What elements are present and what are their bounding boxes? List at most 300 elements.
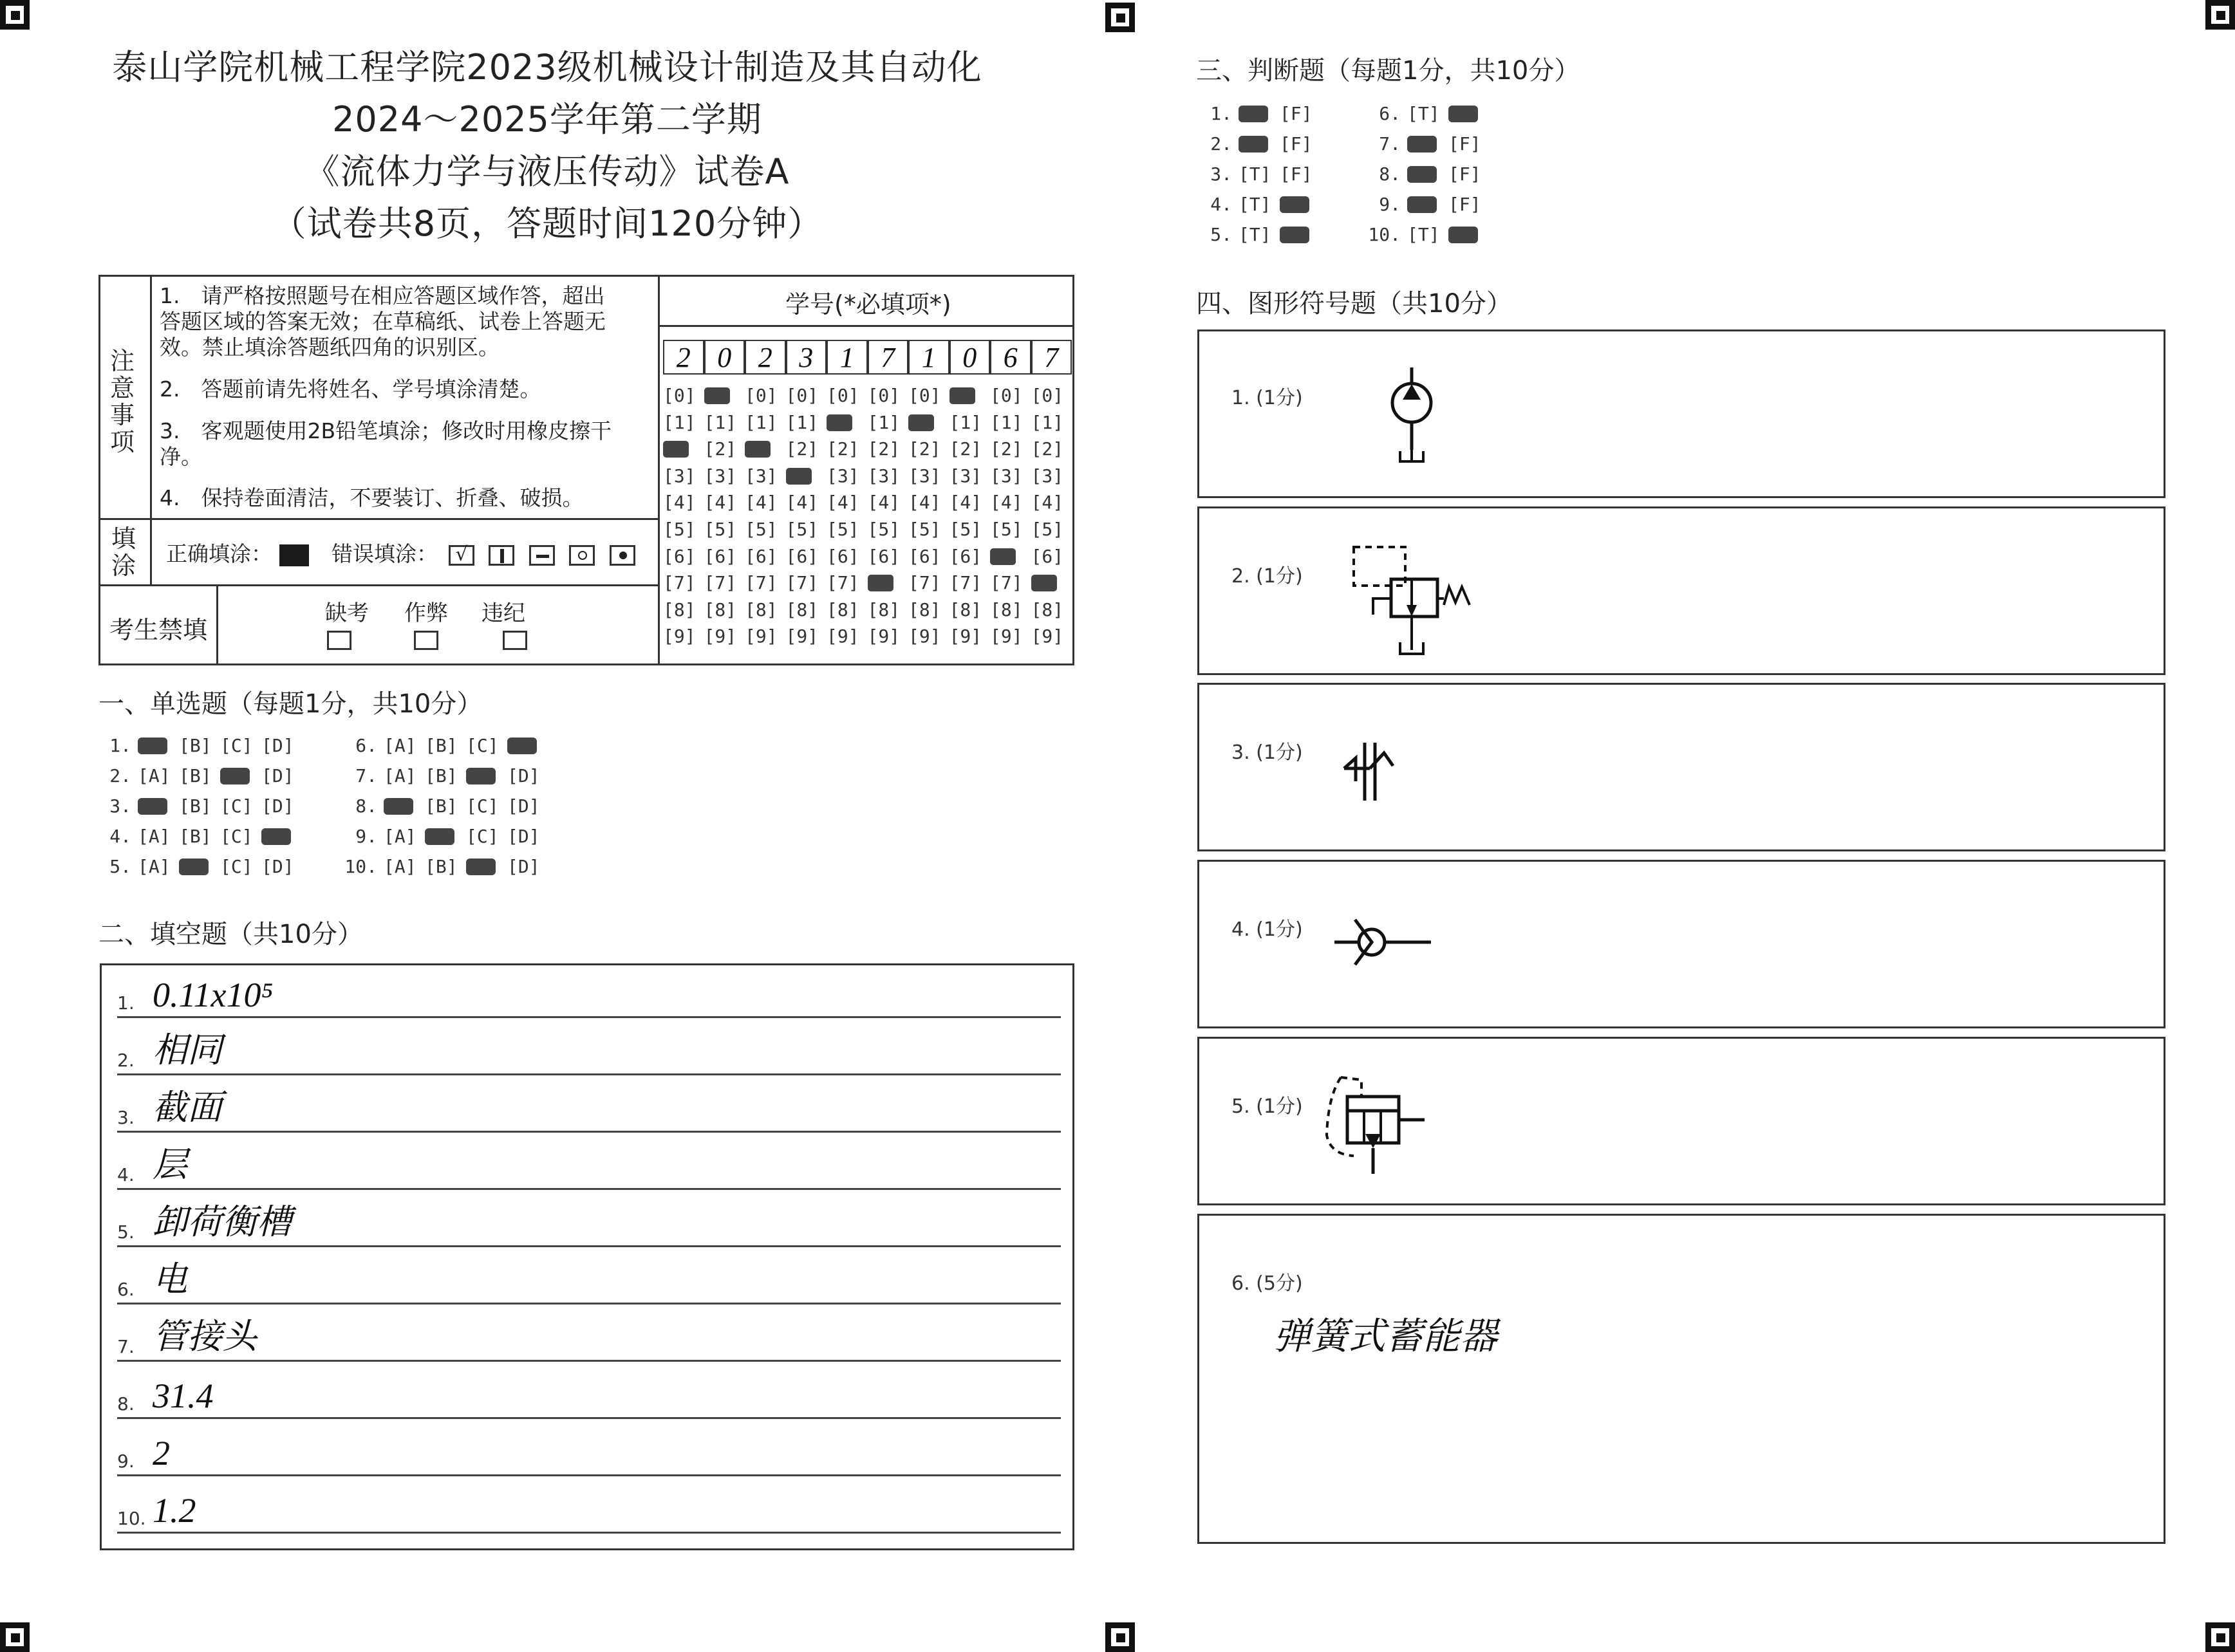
student-id-bubble-row: [663, 465, 1072, 487]
student-id-bubble[interactable]: [3]: [663, 465, 696, 487]
student-id-digit: 6: [990, 340, 1031, 375]
single-choice-option[interactable]: [A]: [384, 735, 416, 756]
single-choice-row: [341, 826, 548, 847]
true-false-option[interactable]: [1239, 103, 1280, 124]
relief-valve-symbol-icon: [1302, 1058, 1437, 1187]
student-id-bubble[interactable]: [7]: [908, 572, 941, 594]
symbol-question-2-label: 2. (1分): [1231, 565, 1303, 588]
fill-blank-answer: 1.2: [153, 1491, 196, 1530]
filled-square-icon: [279, 544, 309, 566]
true-false-option[interactable]: [1280, 224, 1321, 245]
single-choice-option[interactable]: [261, 826, 303, 847]
fill-blank-answer: 卸荷衡槽: [153, 1203, 292, 1241]
single-choice-option[interactable]: [D]: [507, 795, 540, 817]
student-id-bubble-row: [663, 599, 1072, 620]
student-id-bubble[interactable]: [1]: [785, 411, 819, 433]
true-false-option[interactable]: [T]: [1239, 224, 1271, 245]
check-valve-symbol-icon: [1328, 907, 1437, 978]
student-id-digit: 1: [827, 340, 868, 375]
fill-blank-line: [117, 961, 1061, 1018]
corner-marker-bottom-center: [1105, 1622, 1135, 1652]
forbidden-heading: 考生禁填: [109, 616, 208, 644]
single-choice-option[interactable]: [C]: [466, 826, 499, 847]
single-choice-option[interactable]: [C]: [220, 735, 253, 756]
student-id-bubble[interactable]: [4]: [745, 492, 778, 514]
fill-blank-number: 10.: [117, 1508, 146, 1529]
student-id-bubble-row: [663, 412, 1072, 433]
true-false-number: 10.: [1368, 224, 1401, 245]
student-id-bubble[interactable]: [2]: [704, 438, 737, 460]
circle-icon: [569, 545, 595, 566]
fill-blank-title: 二、填空题（共10分）: [98, 920, 363, 949]
student-id-bubble-row: [663, 385, 1072, 406]
single-choice-option[interactable]: [A]: [384, 826, 416, 847]
single-choice-option[interactable]: [B]: [179, 795, 212, 817]
student-id-bubble[interactable]: [6]: [949, 545, 982, 567]
single-choice-option[interactable]: [C]: [466, 795, 499, 817]
single-choice-number: 7.: [355, 765, 377, 786]
fill-blank-line: [117, 1420, 1061, 1476]
pump-symbol-icon: [1379, 355, 1450, 470]
exam-title-line1: 泰山学院机械工程学院2023级机械设计制造及其自动化: [112, 47, 982, 88]
student-id-bubble[interactable]: [3]: [908, 465, 941, 487]
single-choice-option[interactable]: [A]: [384, 856, 416, 877]
student-id-bubble[interactable]: [4]: [908, 492, 941, 514]
divider-notice-col: [150, 275, 152, 519]
valve-symbol-icon: [1347, 541, 1482, 663]
single-choice-title: 一、单选题（每题1分，共10分）: [98, 689, 483, 719]
student-id-bubble[interactable]: [827, 412, 868, 433]
single-choice-row: [95, 856, 303, 877]
student-id-bubble[interactable]: [3]: [827, 465, 859, 487]
true-false-number: 2.: [1210, 133, 1232, 154]
student-id-heading: 学号(*必填项*): [785, 290, 951, 319]
single-choice-option[interactable]: [D]: [507, 856, 540, 877]
true-false-number: 5.: [1210, 224, 1232, 245]
student-id-bubble[interactable]: [1]: [949, 411, 982, 433]
single-choice-row: [95, 826, 303, 847]
true-false-option[interactable]: [F]: [1280, 103, 1313, 124]
single-choice-row: [95, 765, 303, 786]
fill-blank-number: 9.: [117, 1451, 135, 1472]
student-id-bubble[interactable]: [2]: [867, 438, 901, 460]
student-id-bubble[interactable]: [2]: [785, 438, 819, 460]
student-id-bubble[interactable]: [0]: [990, 385, 1023, 406]
student-id-bubble[interactable]: [5]: [745, 519, 778, 540]
horizontal-bar-icon: [529, 545, 555, 566]
exam-title-line3: 《流体力学与液压传动》试卷A: [304, 151, 790, 192]
true-false-number: 7.: [1379, 133, 1401, 154]
single-choice-option[interactable]: [C]: [466, 735, 499, 756]
fill-blank-number: 5.: [117, 1221, 135, 1243]
student-id-bubble[interactable]: [0]: [827, 385, 859, 406]
single-choice-option[interactable]: [384, 795, 425, 817]
fill-blank-answer: 31.4: [153, 1377, 214, 1415]
true-false-row: [1196, 194, 1321, 215]
student-id-bubble[interactable]: [9]: [908, 626, 941, 647]
single-choice-number: 6.: [355, 735, 377, 756]
student-id-bubble[interactable]: [6]: [704, 545, 737, 567]
student-id-bubble[interactable]: [7]: [785, 572, 819, 594]
true-false-option[interactable]: [1280, 194, 1321, 215]
single-choice-option[interactable]: [179, 856, 220, 877]
single-choice-option[interactable]: [C]: [220, 795, 253, 817]
student-id-bubble[interactable]: [4]: [704, 492, 737, 514]
corner-marker-top-left: [0, 0, 30, 30]
dot-icon: [610, 545, 635, 566]
student-id-bubble[interactable]: [5]: [867, 519, 901, 540]
student-id-bubble[interactable]: [6]: [827, 545, 859, 567]
single-choice-option[interactable]: [A]: [384, 765, 416, 786]
single-choice-row: [341, 735, 548, 756]
true-false-option[interactable]: [T]: [1407, 103, 1440, 124]
student-id-bubble-row: [663, 572, 1072, 593]
student-id-bubble[interactable]: [0]: [1031, 385, 1064, 406]
single-choice-option[interactable]: [220, 765, 261, 786]
student-id-bubble[interactable]: [6]: [1031, 545, 1064, 567]
fill-blank-answer: 相同: [153, 1031, 222, 1070]
symbol-question-1-label: 1. (1分): [1231, 387, 1303, 409]
student-id-bubble[interactable]: [9]: [827, 626, 859, 647]
single-choice-number: 5.: [109, 856, 131, 877]
student-id-bubble[interactable]: [8]: [704, 599, 737, 620]
fill-blank-line: [117, 1191, 1061, 1247]
fill-blank-number: 6.: [117, 1279, 135, 1300]
student-id-bubble[interactable]: [6]: [908, 545, 941, 567]
fill-heading: 填涂: [111, 524, 136, 580]
true-false-option[interactable]: [1448, 103, 1490, 124]
divider-forbidden-col: [216, 584, 218, 665]
student-id-bubble[interactable]: [6]: [745, 545, 778, 567]
true-false-row: [1196, 163, 1321, 185]
student-id-bubble[interactable]: [7]: [949, 572, 982, 594]
single-choice-option[interactable]: [A]: [138, 856, 171, 877]
student-id-bubble[interactable]: [4]: [867, 492, 901, 514]
student-id-bubble[interactable]: [8]: [785, 599, 819, 620]
divider-fill-row: [98, 518, 659, 520]
student-id-bubble[interactable]: [3]: [867, 465, 901, 487]
student-id-bubble[interactable]: [5]: [949, 519, 982, 540]
true-false-row: [1196, 133, 1321, 154]
single-choice-option[interactable]: [D]: [261, 795, 294, 817]
true-false-row: [1365, 133, 1490, 154]
symbol-question-4: [1197, 860, 2165, 1028]
fill-blank-line: [117, 1019, 1061, 1075]
forbidden-violation-checkbox[interactable]: [503, 631, 527, 650]
single-choice-option[interactable]: [425, 826, 466, 847]
single-choice-option[interactable]: [138, 795, 179, 817]
student-id-bubble[interactable]: [4]: [827, 492, 859, 514]
student-id-bubble[interactable]: [8]: [908, 599, 941, 620]
student-id-bubble[interactable]: [1]: [867, 411, 901, 433]
student-id-bubble[interactable]: [0]: [867, 385, 901, 406]
true-false-option[interactable]: [1407, 163, 1448, 185]
true-false-option[interactable]: [T]: [1239, 194, 1271, 215]
student-id-bubble[interactable]: [1031, 572, 1072, 593]
student-id-bubble[interactable]: [8]: [745, 599, 778, 620]
true-false-number: 4.: [1210, 194, 1232, 215]
true-false-option[interactable]: [1239, 133, 1280, 154]
true-false-option[interactable]: [F]: [1448, 163, 1481, 185]
student-id-bubble[interactable]: [704, 385, 745, 406]
single-choice-option[interactable]: [B]: [425, 795, 458, 817]
student-id-bubble[interactable]: [786, 465, 827, 487]
student-id-bubble[interactable]: [3]: [745, 465, 778, 487]
divider-fill-col: [150, 518, 152, 586]
student-id-digit: 2: [663, 340, 704, 375]
symbol-question-5: [1197, 1037, 2165, 1205]
student-id-bubble[interactable]: [6]: [867, 545, 901, 567]
forbidden-cheat-label: 作弊: [404, 600, 448, 626]
student-id-bubble[interactable]: [4]: [663, 492, 696, 514]
single-choice-number: 2.: [109, 765, 131, 786]
single-choice-number: 9.: [355, 826, 377, 847]
student-id-bubble[interactable]: [9]: [949, 626, 982, 647]
corner-marker-bottom-left: [0, 1622, 30, 1652]
single-choice-option[interactable]: [D]: [507, 765, 540, 786]
student-id-bubble[interactable]: [9]: [745, 626, 778, 647]
student-id-bubble-row: [663, 438, 1072, 459]
fill-blank-answer: 电: [153, 1260, 187, 1299]
true-false-option[interactable]: [1448, 224, 1490, 245]
wrong-fill-sample: [332, 537, 639, 568]
symbol-question-3-label: 3. (1分): [1231, 741, 1303, 764]
single-choice-row: [341, 765, 548, 786]
student-id-digit: 0: [949, 340, 991, 375]
corner-marker-top-center: [1105, 3, 1135, 32]
fill-blank-answer: 层: [153, 1146, 187, 1184]
student-id-bubble[interactable]: [8]: [827, 599, 859, 620]
true-false-option[interactable]: [F]: [1448, 194, 1481, 215]
true-false-row: [1365, 194, 1490, 215]
single-choice-option[interactable]: [466, 856, 507, 877]
true-false-option[interactable]: [F]: [1280, 163, 1313, 185]
fill-blank-number: 8.: [117, 1393, 135, 1415]
student-id-bubble[interactable]: [5]: [663, 519, 696, 540]
single-choice-option[interactable]: [B]: [179, 735, 212, 756]
true-false-option[interactable]: [F]: [1448, 133, 1481, 154]
single-choice-row: [95, 735, 303, 756]
true-false-row: [1365, 224, 1490, 245]
student-id-bubble[interactable]: [6]: [785, 545, 819, 567]
student-id-bubble[interactable]: [4]: [1031, 492, 1064, 514]
exam-title-line4: （试卷共8页，答题时间120分钟）: [271, 203, 823, 244]
student-id-bubble-row: [663, 626, 1072, 647]
single-choice-option[interactable]: [B]: [179, 826, 212, 847]
correct-fill-sample: [166, 537, 309, 568]
student-id-digit: 7: [868, 340, 909, 375]
student-id-bubble[interactable]: [8]: [867, 599, 901, 620]
single-choice-option[interactable]: [D]: [261, 735, 294, 756]
student-id-bubble[interactable]: [2]: [827, 438, 859, 460]
student-id-bubble[interactable]: [5]: [704, 519, 737, 540]
student-id-bubble[interactable]: [0]: [745, 385, 778, 406]
student-id-bubble[interactable]: [908, 412, 949, 433]
forbidden-absent-checkbox[interactable]: [327, 631, 351, 650]
student-id-bubble[interactable]: [745, 438, 786, 459]
single-choice-row: [95, 795, 303, 817]
student-id-bubble[interactable]: [9]: [867, 626, 901, 647]
true-false-option[interactable]: [1407, 133, 1448, 154]
symbol-question-3: [1197, 683, 2165, 851]
single-choice-option[interactable]: [C]: [220, 856, 253, 877]
student-id-bubble[interactable]: [7]: [704, 572, 737, 594]
divider-vertical: [658, 275, 660, 665]
symbol-question-5-label: 5. (1分): [1231, 1095, 1303, 1118]
symbol-question-2: [1197, 506, 2165, 675]
student-id-bubble[interactable]: [2]: [1031, 438, 1064, 460]
true-false-option[interactable]: [1407, 194, 1448, 215]
student-id-bubble[interactable]: [868, 572, 909, 593]
single-choice-option[interactable]: [B]: [179, 765, 212, 786]
student-id-bubble[interactable]: [8]: [663, 599, 696, 620]
single-choice-option[interactable]: [507, 735, 548, 756]
notice-item-3: 3. 客观题使用2B铅笔填涂；修改时用橡皮擦干净。: [160, 418, 612, 469]
single-choice-option[interactable]: [466, 765, 507, 786]
student-id-bubble[interactable]: [5]: [990, 519, 1023, 540]
symbol-question-4-label: 4. (1分): [1231, 918, 1303, 941]
symbol-question-1: [1197, 329, 2165, 498]
student-id-bubble[interactable]: [5]: [827, 519, 859, 540]
corner-marker-bottom-right: [2205, 1622, 2235, 1652]
forbidden-absent-label: 缺考: [325, 600, 369, 626]
true-false-row: [1196, 103, 1321, 124]
single-choice-number: 8.: [355, 795, 377, 817]
student-id-bubble[interactable]: [4]: [949, 492, 982, 514]
single-choice-option[interactable]: [A]: [138, 826, 171, 847]
student-id-bubble[interactable]: [1]: [663, 411, 696, 433]
student-id-bubble[interactable]: [663, 438, 704, 459]
single-choice-option[interactable]: [D]: [261, 856, 294, 877]
student-id-bubble[interactable]: [2]: [990, 438, 1023, 460]
single-choice-option[interactable]: [D]: [507, 826, 540, 847]
fill-blank-answer: 2: [153, 1434, 170, 1472]
single-choice-row: [341, 856, 548, 877]
notice-item-1: 1. 请严格按照题号在相应答题区域作答，超出答题区域的答案无效；在草稿纸、试卷上答题无效。禁止填涂答题纸四角的识别区。: [160, 283, 606, 360]
student-id-bubble-row: [663, 519, 1072, 540]
forbidden-cheat-checkbox[interactable]: [414, 631, 438, 650]
student-id-bubble[interactable]: [990, 546, 1031, 567]
student-id-bubble[interactable]: [2]: [908, 438, 941, 460]
student-id-bubble[interactable]: [3]: [949, 465, 982, 487]
student-id-digit: 1: [908, 340, 949, 375]
single-choice-row: [341, 795, 548, 817]
student-id-bubble[interactable]: [3]: [990, 465, 1023, 487]
true-false-number: 1.: [1210, 103, 1232, 124]
single-choice-option[interactable]: [B]: [425, 735, 458, 756]
student-id-bubble[interactable]: [3]: [704, 465, 737, 487]
single-choice-number: 1.: [109, 735, 131, 756]
true-false-row: [1196, 224, 1321, 245]
true-false-option[interactable]: [T]: [1407, 224, 1440, 245]
fill-blank-line: [117, 1305, 1061, 1362]
true-false-number: 6.: [1379, 103, 1401, 124]
true-false-title: 三、判断题（每题1分，共10分）: [1196, 56, 1580, 86]
student-id-bubble[interactable]: [949, 385, 991, 406]
student-id-bubble[interactable]: [8]: [990, 599, 1023, 620]
fill-blank-number: 2.: [117, 1050, 135, 1071]
student-id-bubble[interactable]: [0]: [908, 385, 941, 406]
fill-blank-line: [117, 1477, 1061, 1534]
student-id-bubble[interactable]: [1]: [990, 411, 1023, 433]
student-id-bubble[interactable]: [2]: [949, 438, 982, 460]
forbidden-violation-label: 违纪: [482, 600, 525, 626]
student-id-rule: [658, 325, 1074, 327]
student-id-bubble[interactable]: [0]: [663, 385, 696, 406]
student-id-bubble[interactable]: [9]: [785, 626, 819, 647]
fill-blank-number: 7.: [117, 1336, 135, 1357]
true-false-number: 8.: [1379, 163, 1401, 185]
divider-forbidden-row: [98, 584, 659, 586]
student-id-bubble[interactable]: [1]: [704, 411, 737, 433]
student-id-bubble[interactable]: [1]: [745, 411, 778, 433]
vertical-bar-icon: [489, 545, 514, 566]
symbols-title: 四、图形符号题（共10分）: [1196, 289, 1512, 319]
student-id-bubble[interactable]: [5]: [785, 519, 819, 540]
student-id-bubble[interactable]: [3]: [1031, 465, 1064, 487]
single-choice-option[interactable]: [B]: [425, 765, 458, 786]
student-id-bubble[interactable]: [5]: [908, 519, 941, 540]
fill-blank-line: [117, 1133, 1061, 1190]
student-id-bubble[interactable]: [0]: [785, 385, 819, 406]
notice-item-2: 2. 答题前请先将姓名、学号填涂清楚。: [160, 376, 541, 402]
single-choice-option[interactable]: [A]: [138, 765, 171, 786]
student-id-bubble[interactable]: [1]: [1031, 411, 1064, 433]
single-choice-option[interactable]: [138, 735, 179, 756]
throttle-symbol-icon: [1331, 730, 1415, 813]
fill-blank-number: 4.: [117, 1164, 135, 1185]
student-id-bubble[interactable]: [4]: [785, 492, 819, 514]
student-id-bubble[interactable]: [9]: [1031, 626, 1064, 647]
student-id-bubble[interactable]: [9]: [663, 626, 696, 647]
fill-blank-line: [117, 1362, 1061, 1419]
student-id-bubble[interactable]: [7]: [827, 572, 859, 594]
symbol-question-6: [1197, 1214, 2165, 1544]
single-choice-option[interactable]: [B]: [425, 856, 458, 877]
corner-marker-top-right: [2205, 0, 2235, 30]
single-choice-option[interactable]: [C]: [220, 826, 253, 847]
correct-fill-label: 正确填涂：: [166, 541, 272, 566]
student-id-bubble[interactable]: [7]: [663, 572, 696, 594]
student-id-bubble[interactable]: [8]: [1031, 599, 1064, 620]
student-id-bubble[interactable]: [7]: [745, 572, 778, 594]
student-id-bubble[interactable]: [4]: [990, 492, 1023, 514]
single-choice-number: 4.: [109, 826, 131, 847]
student-id-bubble[interactable]: [9]: [704, 626, 737, 647]
student-id-bubble[interactable]: [9]: [990, 626, 1023, 647]
student-id-digit: 0: [704, 340, 745, 375]
fill-blank-answer: 0.11x10⁵: [153, 976, 274, 1014]
student-id-digit: 7: [1031, 340, 1072, 375]
true-false-number: 3.: [1210, 163, 1232, 185]
student-id-bubble[interactable]: [8]: [949, 599, 982, 620]
single-choice-option[interactable]: [D]: [261, 765, 294, 786]
true-false-row: [1365, 103, 1490, 124]
student-id-bubble[interactable]: [5]: [1031, 519, 1064, 540]
student-id-digit: 2: [745, 340, 786, 375]
student-id-bubble[interactable]: [7]: [990, 572, 1023, 594]
student-id-bubble[interactable]: [6]: [663, 545, 696, 567]
student-id-bubble-row: [663, 546, 1072, 567]
fill-blank-number: 1.: [117, 992, 135, 1014]
single-choice-number: 10.: [344, 856, 377, 877]
fill-blank-number: 3.: [117, 1107, 135, 1128]
true-false-option[interactable]: [F]: [1280, 133, 1313, 154]
true-false-option[interactable]: [T]: [1239, 163, 1271, 185]
true-false-number: 9.: [1379, 194, 1401, 215]
true-false-row: [1365, 163, 1490, 185]
notice-heading: 注意事项: [109, 347, 135, 456]
